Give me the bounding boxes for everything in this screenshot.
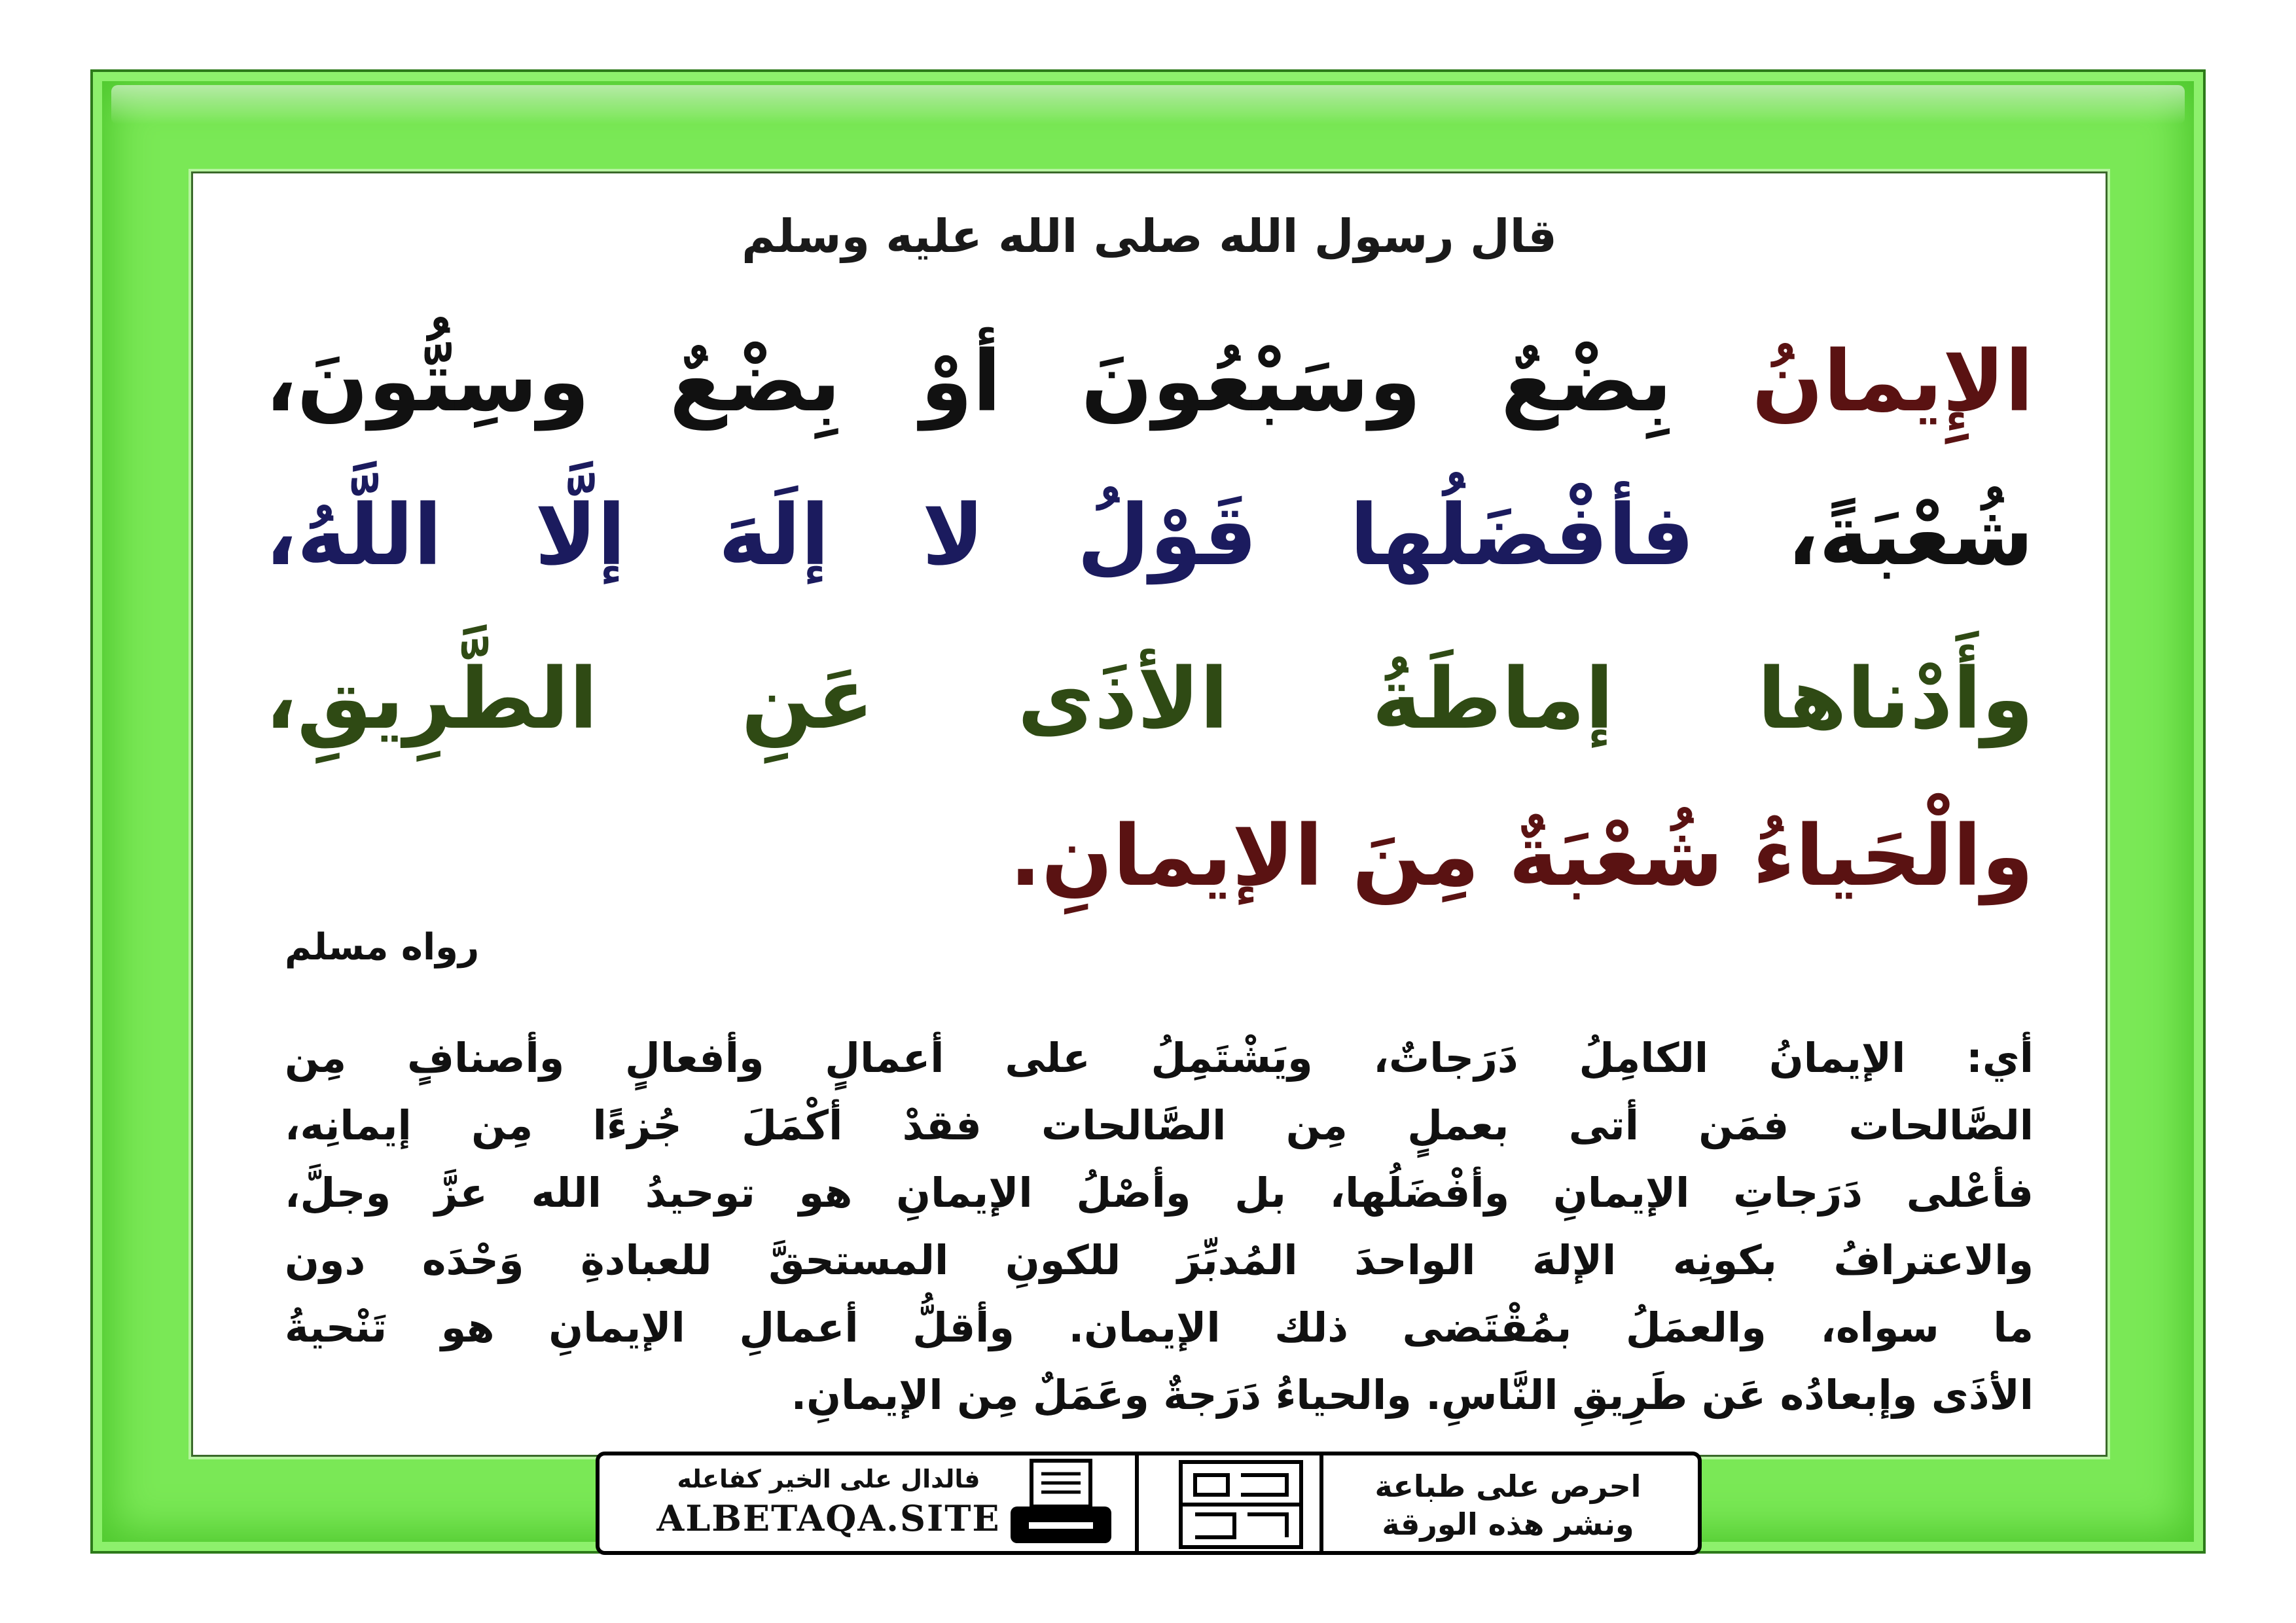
hadith-narrator: رواه مسلم xyxy=(285,926,480,969)
hadith-line-1 xyxy=(265,333,2034,431)
footer-bar xyxy=(596,1452,1702,1555)
footer-site-link[interactable]: ALBETAQA.SITE xyxy=(656,1497,1001,1539)
explanation-line: ما سواه، والعمَلُ بمُقْتَضى ذلك الإيمان. وأقلُّ أعمالِ الإيمانِ هو تَنْحيةُ xyxy=(285,1304,2034,1351)
footer-print-line-2: ونشر هذه الورقة xyxy=(1382,1507,1634,1542)
hadith-modesty-branch: والْحَياءُ شُعْبَةٌ مِنَ الإيمانِ. xyxy=(1009,808,2034,905)
footer-print-call xyxy=(1344,1467,1672,1543)
content-panel xyxy=(191,171,2108,1457)
hadith-line-1-rest: بِضْعٌ وسَبْعُونَ أوْ بِضْعٌ وسِتُّونَ، xyxy=(265,333,1672,431)
explanation-line: والاعترافُ بكونِه الإلهَ الواحدَ المُدبِّرَ للكونِ المستحقَّ للعبادةِ وَحْدَه دون xyxy=(285,1236,2034,1284)
hadith-lowest-branch: وأَدْناها إماطَةُ الأذَى عَنِ الطَّرِيقِ، xyxy=(265,651,2034,748)
explanation-line: فأعْلى دَرَجاتِ الإيمانِ وأفْضَلُها، بل وأصْلُ الإيمانِ هو توحيدُ الله عزَّ وجلَّ، xyxy=(285,1169,2034,1217)
explanation-paragraph xyxy=(285,1024,2034,1429)
hadith-line-2 xyxy=(265,487,2034,584)
footer-divider xyxy=(1319,1455,1323,1551)
frame-highlight xyxy=(111,85,2185,124)
explanation-line: الصَّالحات فمَن أتى بعملٍ مِن الصَّالحات فقدْ أكْمَلَ جُزءًا مِن إيمانِه، xyxy=(285,1101,2034,1149)
hadith-attribution: قال رسول الله صلى الله عليه وسلم xyxy=(742,209,1557,263)
footer-divider xyxy=(1135,1455,1139,1551)
footer-site-block xyxy=(626,1465,1031,1539)
explanation-line: الأذَى وإبعادُه عَن طَرِيقِ النَّاسِ. والحياءُ دَرَجةٌ وعَمَلٌ مِن الإيمانِ. xyxy=(791,1371,2034,1419)
printer-icon xyxy=(999,1455,1123,1552)
hadith-word-shuba: شُعْبَةً، xyxy=(1787,487,2034,584)
dawat-alwaraqa-logo xyxy=(1175,1455,1306,1554)
hadith-line-3 xyxy=(265,651,2034,748)
hadith-word-iman: الإِيمانُ xyxy=(1751,333,2034,431)
footer-print-line-1: احرص على طباعة xyxy=(1374,1469,1641,1504)
hadith-best-branch: فأفْضَلُها قَوْلُ لا إلَهَ إلَّا اللَّهُ، xyxy=(265,487,1695,584)
hadith-line-4 xyxy=(730,808,2034,905)
explanation-line: أي: الإيمانُ الكامِلُ دَرَجاتٌ، ويَشْتَمِلُ على أعمالٍ وأفعالٍ وأصنافٍ مِن xyxy=(285,1034,2034,1082)
footer-proverb: فالدال على الخير كفاعله xyxy=(677,1465,980,1493)
